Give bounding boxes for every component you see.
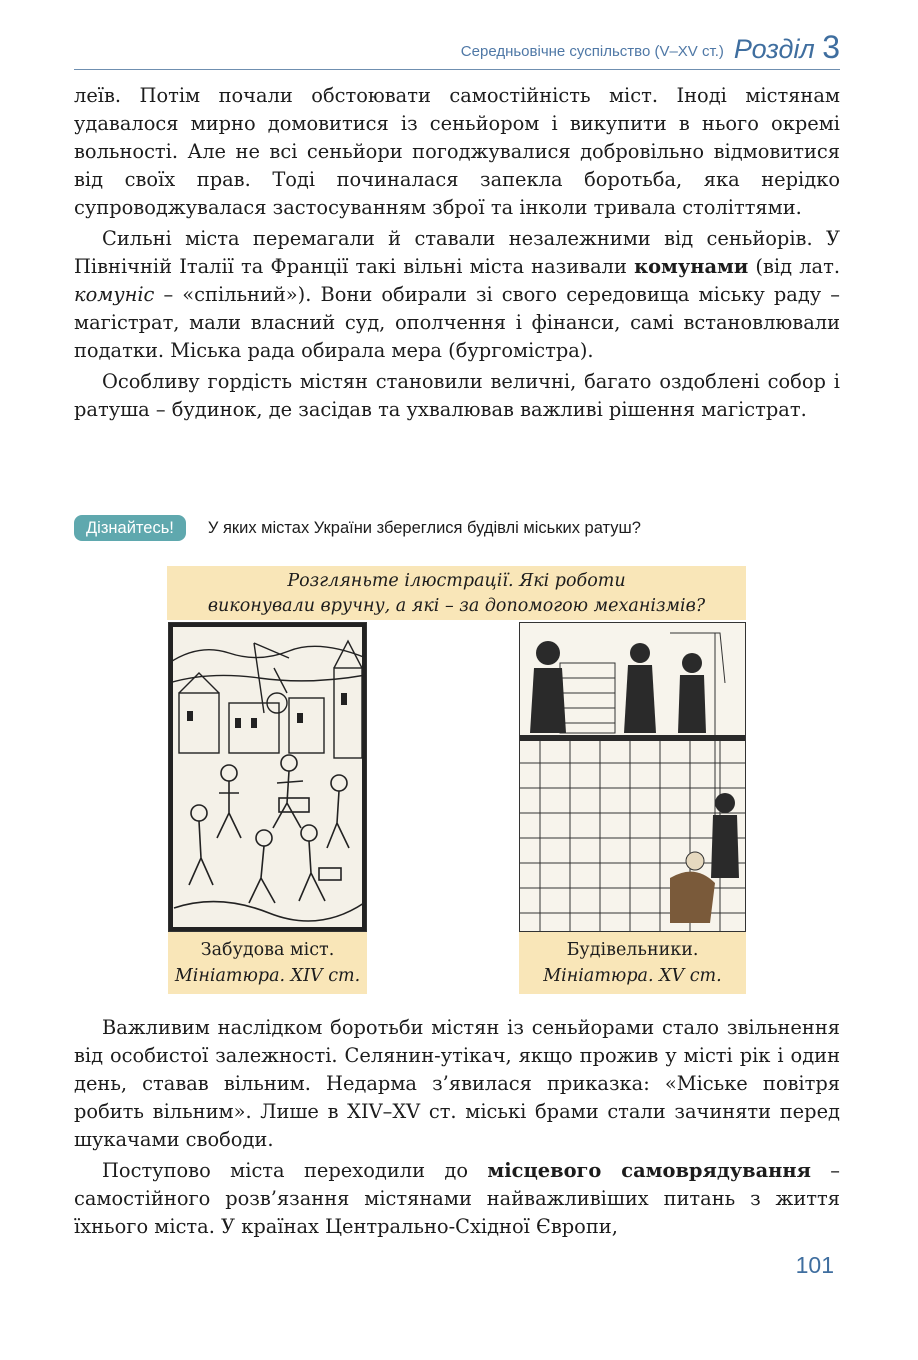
page-number: 101 [795,1252,834,1278]
miniature-city-building-image [168,622,367,932]
caption-title: Забудова міст. [200,940,335,960]
caption-subtitle: Мініатюра. XV ст. [543,966,722,986]
miniature-builders-image [519,622,746,932]
section-subtitle: Середньовічне суспільство (V–XV ст.) [460,43,724,60]
prompt-line: виконували вручну, а які – за допомогою механізмів? [207,596,706,616]
learn-badge: Дізнайтесь! [74,515,186,541]
caption-subtitle: Мініатюра. XIV ст. [174,966,361,986]
figure-city-building [168,622,367,994]
chapter-number: 3 [822,29,840,65]
chapter-word: Розділ [733,34,815,64]
learn-question: У яких містах України збереглися будівлі міських ратуш? [207,518,641,537]
running-header [74,28,840,70]
caption-title: Будівельники. [566,940,699,960]
chapter-label [734,31,840,63]
body-text-bottom [74,1014,840,1241]
paragraph: Сильні міста перемагали й ставали незалежними від сеньйорів. У Північній Італії та Франції такі вільні міста називали комунами (від лат. комуніс – «спільний»). Вони обирали зі свого середовища міську раду – магістрат, мали власний суд, ополчення і фінанси, самі встановлювали податки. Міська рада обирала мера (бургомістра). [74,227,840,362]
paragraph: леїв. Потім почали обстоювати самостійність міст. Іноді містянам удавалося мирно домовитися із сеньйором і викупити в нього окремі вольності. Але не всі сеньйори погоджувалися добровільно відмовитися від своїх прав. Тоді починалася запекла боротьба, яка нерідко супроводжувалася застосуванням зброї та інколи тривала століттями. [74,84,840,219]
term-self-government: місцевого самоврядування [487,1159,811,1182]
latin-term: комуніс [74,283,155,306]
term-communes: комунами [634,255,749,278]
figure-caption [168,932,367,994]
body-text-top [74,82,840,424]
figure-caption [519,932,746,994]
paragraph: Поступово міста переходили до місцевого самоврядування – самостійного розв’язання містянами найважливіших питань з життя їхнього міста. У країнах Центрально-Східної Європи, [74,1159,840,1238]
paragraph: Особливу гордість містян становили величні, багато оздоблені собор і ратуша – будинок, де засідав та ухвалював важливі рішення магістрат. [74,370,840,421]
figure-builders [519,622,746,994]
prompt-line: Розгляньте ілюстрації. Які роботи [287,571,626,591]
learn-more-box [74,514,641,542]
paragraph: Важливим наслідком боротьби містян із сеньйорами стало звільнення від особистої залежності. Селянин-утікач, якщо прожив у місті рік і один день, ставав вільним. Недарма з’явилася приказка: «Міське повітря робить вільним». Лише в XIV–XV ст. міські брами стали зачиняти перед шукачами свободи. [74,1016,840,1151]
illustration-prompt [167,566,746,620]
